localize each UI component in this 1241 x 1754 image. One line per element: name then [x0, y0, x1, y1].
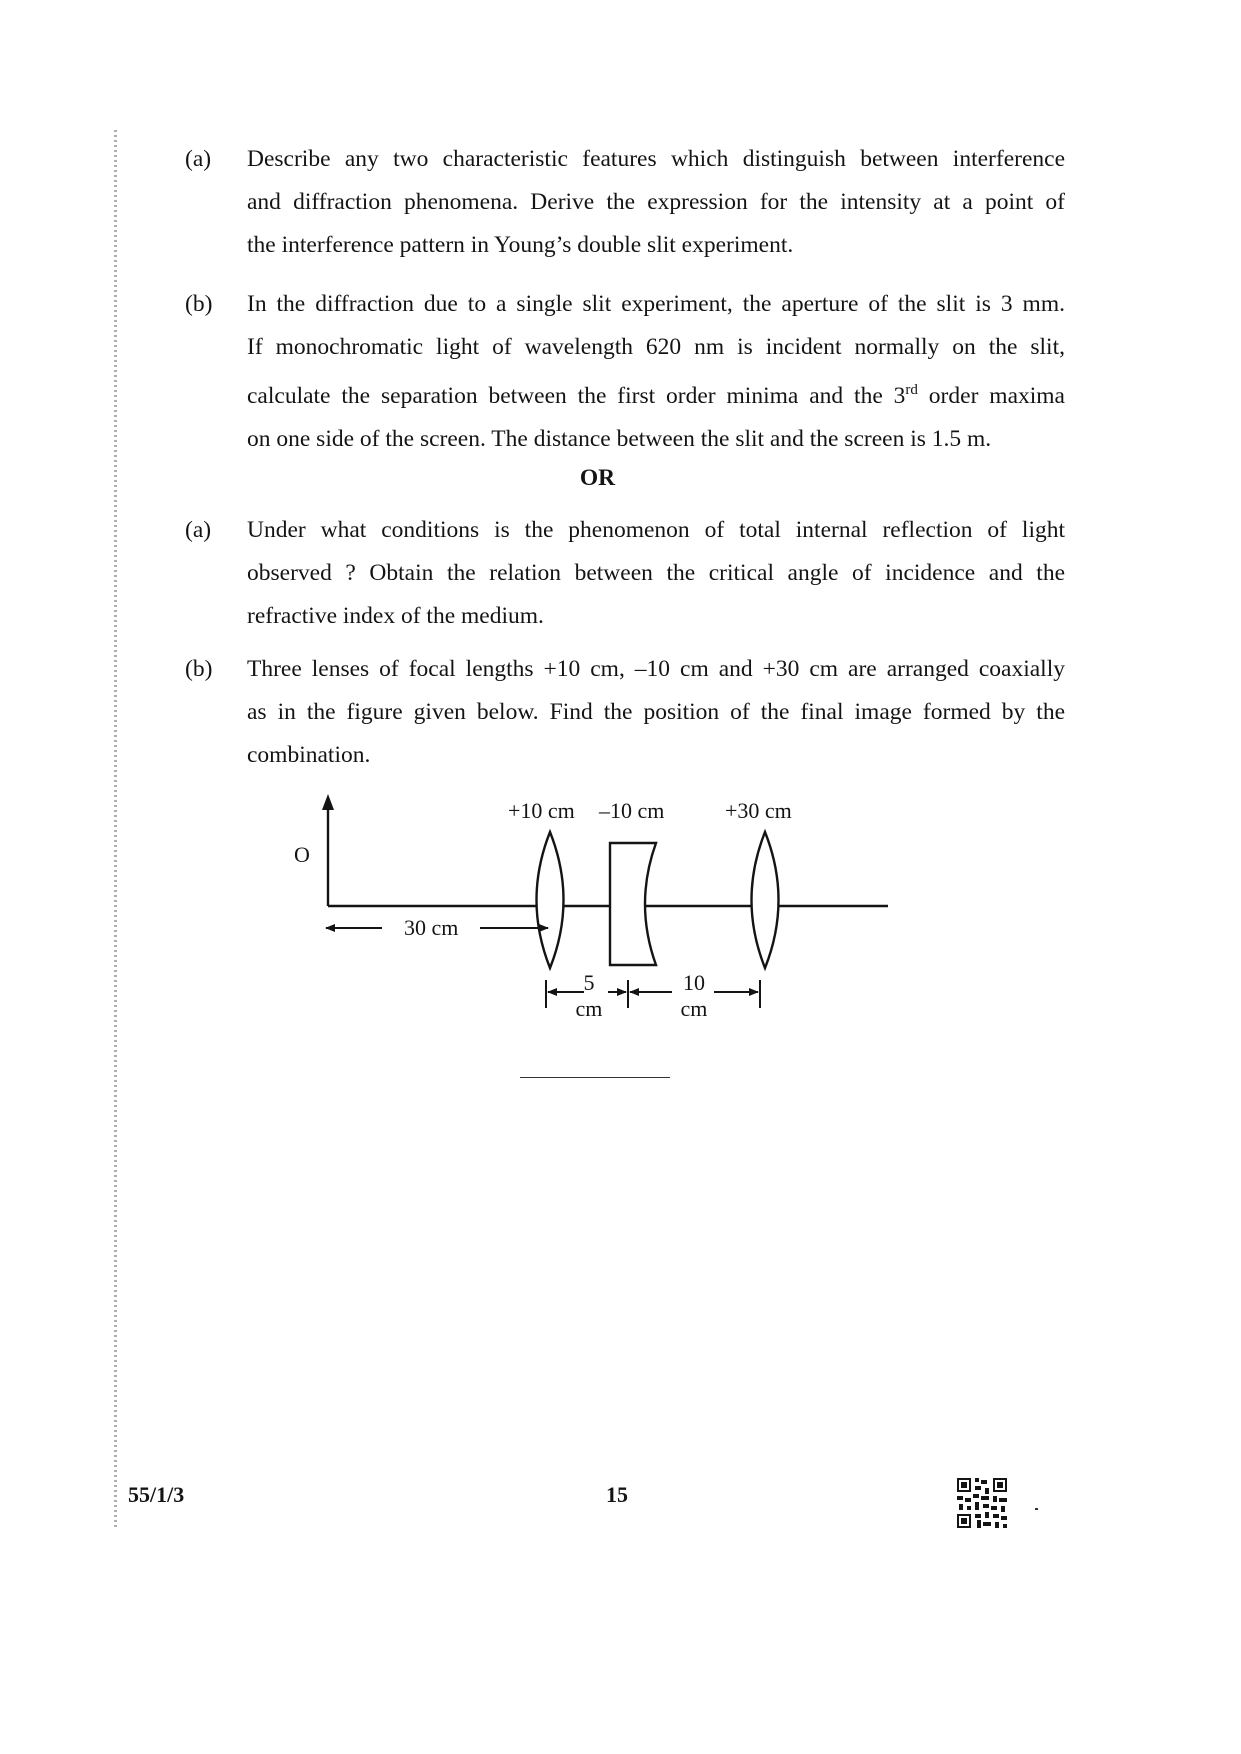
question-line: the interference pattern in Young’s double slit experiment.: [247, 232, 794, 258]
end-separator-line: [520, 1077, 670, 1078]
question-part-a-interference: [185, 138, 1065, 267]
distance-5-value: 5: [583, 970, 595, 995]
question-text: [247, 509, 1065, 638]
question-line-with-superscript: [247, 369, 1065, 418]
distance-10-unit: cm: [680, 996, 708, 1021]
question-line: In the diffraction due to a single slit experiment, the aperture of the slit is 3 mm.: [247, 291, 1065, 317]
lens1-focal-label: +10 cm: [508, 798, 575, 823]
question-line: observed ? Obtain the relation between the critical angle of incidence and the: [247, 560, 1065, 586]
question-line: Three lenses of focal lengths +10 cm, –10 cm and +30 cm are arranged coaxially: [247, 656, 1065, 682]
distance-10-value: 10: [683, 970, 705, 995]
page-number: 15: [606, 1482, 628, 1507]
question-line: refractive index of the medium.: [247, 603, 544, 629]
superscript: rd: [905, 382, 918, 398]
qr-code-icon: [957, 1478, 1007, 1528]
convex-lens-2: [752, 832, 779, 968]
question-line: combination.: [247, 742, 371, 768]
margin-dotted-line: [114, 130, 117, 1530]
line-text: calculate the separation between the first order minima and the 3: [247, 382, 906, 409]
question-part-b-lenses: [185, 648, 1065, 777]
question-text: [247, 283, 1065, 461]
footer-dot: [1035, 1508, 1038, 1510]
question-text: [247, 138, 1065, 267]
distance-5-unit: cm: [575, 996, 603, 1021]
paper-code: 55/1/3: [128, 1482, 185, 1507]
line-tail: order maxima: [917, 382, 1065, 409]
object-label: O: [294, 842, 310, 867]
convex-lens-1: [537, 832, 564, 968]
concave-lens: [610, 843, 656, 965]
question-line: as in the figure given below. Find the position of the final image formed by the: [247, 699, 1065, 725]
lens-arrangement-figure: [270, 778, 910, 1038]
question-line: If monochromatic light of wavelength 620 nm is incident normally on the slit,: [247, 334, 1065, 360]
distance-30cm-label: 30 cm: [404, 915, 459, 940]
question-line: Describe any two characteristic features which distinguish between interference: [247, 146, 1065, 172]
question-label: (b): [185, 291, 213, 317]
question-line: Under what conditions is the phenomenon of total internal reflection of light: [247, 517, 1065, 543]
question-part-a-tir: [185, 509, 1065, 638]
question-label: (a): [185, 517, 212, 543]
or-separator: OR: [579, 465, 616, 491]
question-label: (b): [185, 656, 213, 682]
question-text: [247, 648, 1065, 777]
question-label: (a): [185, 146, 212, 172]
question-part-b-diffraction: [185, 283, 1065, 461]
lens2-focal-label: –10 cm: [599, 798, 665, 823]
lens3-focal-label: +30 cm: [725, 798, 792, 823]
question-line: on one side of the screen. The distance between the slit and the screen is 1.5 m.: [247, 425, 992, 452]
question-line: and diffraction phenomena. Derive the expression for the intensity at a point of: [247, 189, 1065, 215]
object-arrow-head: [322, 794, 334, 810]
